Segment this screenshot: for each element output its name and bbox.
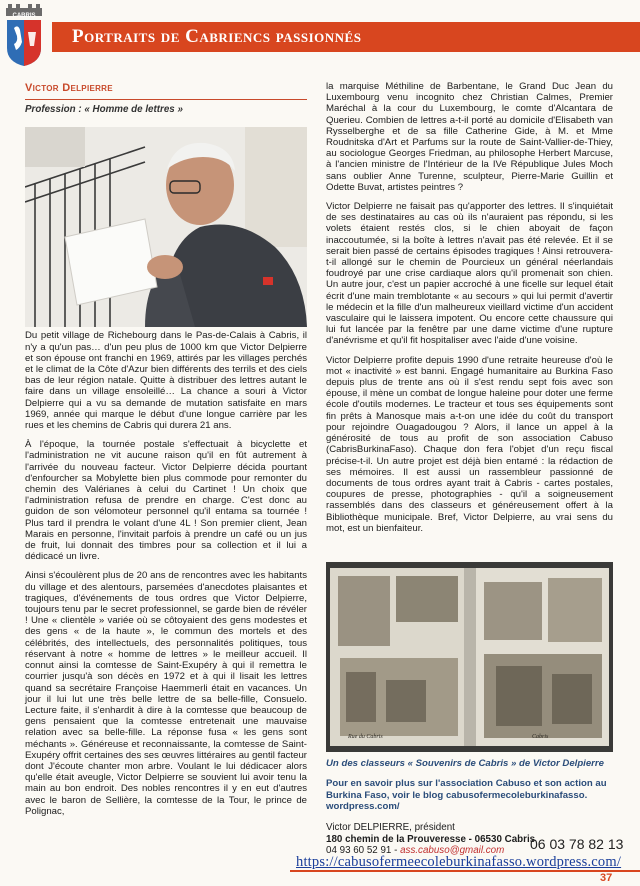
page-number: 37 bbox=[600, 872, 613, 884]
contact-address: 180 chemin de la Prouveresse - 06530 Cabris bbox=[326, 833, 536, 845]
profession: Profession : « Homme de lettres » bbox=[25, 104, 183, 116]
right-paragraphs bbox=[326, 81, 613, 534]
printed-phone: 04 93 60 52 91 - bbox=[326, 845, 398, 857]
left-paragraphs bbox=[25, 330, 307, 817]
postcard-label: Rue du Cabris bbox=[348, 734, 383, 740]
crest-name: CABRIS bbox=[12, 13, 36, 19]
photo-caption: Un des classeurs « Souvenirs de Cabris » de Victor Delpierre bbox=[326, 758, 604, 769]
right-column bbox=[326, 81, 613, 542]
postcard-label: Cabris bbox=[532, 734, 549, 740]
article-paragraph: Victor Delpierre profite depuis 1990 d'une retraite heureuse d'où le mot « inactivité » est banni. Engagé humanitaire au Burkina Faso depuis plus de trente ans où il s'est rendu sept fois avec son épouse, il mène un combat de longue haleine pour doter une ferme école d'outils modernes. Le tracteur et tous ses équipements sont fin prêts à Manosque mais a-t-on une idée du coût du transport pour rejoindre Ouagadougou ? Alors, il lance un appel à la générosité de tous au profit de son association Cabuso (CabrisBurkinaFaso). Chaque don fera l'objet d'un reçu fiscal précise-t-il. Un autre projet est déjà bien entamé : la rédaction de ses mémoires. Il est aussi un rassembleur passionné de documents de tous ordres ayant trait à Cabris - cartes postales, coupures de presse, photographies - qu'il a soigneusement rassemblés dans des classeurs et généreusement offert à la Bibliothèque municipale. Bref, Victor Delpierre, au vrai sens du mot, est un bienfaiteur. bbox=[326, 354, 613, 534]
page-title: Portraits de Cabriencs passionnés bbox=[72, 26, 362, 47]
album-photo bbox=[326, 562, 613, 752]
portrait-photo bbox=[25, 127, 307, 327]
blog-link[interactable]: https://cabusofermeecoleburkinafasso.wordpress.com/ bbox=[296, 854, 622, 870]
cabris-crest-icon bbox=[4, 2, 44, 68]
association-info: Pour en savoir plus sur l'association Cabuso et son action au Burkina Faso, voir le blog cabusofermecoleburkinafasso. wordpress.com/ bbox=[326, 778, 607, 813]
handwritten-phone: 06 03 78 82 13 bbox=[530, 836, 624, 852]
article-paragraph: Du petit village de Richebourg dans le Pas-de-Calais à Cabris, il n'y a qu'un pas… d'un peu plus de 1000 km que Victor Delpierre et son épouse ont franchi en 1969, attirés par les villages perchés et le climat de la Côte d'Azur bien différents des terrils et des ciels bas de leur région natale. Quitte à distribuer des lettres autant le faire dans un village ensoleillé… La chance a souri à Victor Delpierre qui a vu sa demande de mutation satisfaite en mars 1969, année qui marque le début d'une longue carrière par les rues et les chemins de Cabris qui durera 21 ans. bbox=[25, 330, 307, 432]
article-paragraph: la marquise Méthiline de Barbentane, le Grand Duc Jean du Luxembourg venu incognito chez Christian Calmes, Premier Maréchal à la cour du Luxembourg, le comte d'Alcantara de Querieu. Combien de lettres a-t-il porté au domicile d'Elisabeth van Rysselberghe et de sa fille Catherine Gide, à M. et Mme Roudnitska d'Art et Parfums sur la route de Saint-Vallier-de-Thiey, au sociologue Georges Friedman, au philosophe Herbert Marcuse, à l'ancien ministre de l'Intérieur de la IVe République Jules Moch sans oublier Anne Turenne, sculpteur, Pierre-Marie Guillin et Odette Buvat, artistes peintres ? bbox=[326, 81, 613, 193]
article-paragraph: Ainsi s'écoulèrent plus de 20 ans de rencontres avec les habitants du village et des alentours, parsemées d'anecdotes plaisantes et tragiques, d'événements de tous ordres que Victor Delpierre, toujours tenu par le secret professionnel, se garde bien de révéler ! Une « clientèle » variée où se côtoyaient des gens modestes et des gens « de la haute », le commun des mortels et des célébrités, des intellectuels, des personnalités politiques, tous réservant à notre « homme de lettres » le meilleur accueil. Il connut ainsi la comtesse de Saint-Exupéry à qui il remettra le courrier jusqu'à son décès en 1972 et à qui il lisait les lettres quand sa secrétaire Françoise Haemmerli était en vacances. Un jour il lui lut une très belle lettre de sa belle-fille, Consuelo. Lecture faite, il s'enhardit à dire à la comtesse que beaucoup de gens pensaient que la comtesse entretenait une mauvaise relation avec sa belle-fille. La réponse fusa « les gens sont méchants ». Généreuse et reconnaissante, la comtesse de Saint-Exupéry offrit certaines des ses œuvres littéraires au gentil facteur dont J'écoute chanter mon arbre. Voulant le lui dédicacer alors qu'elle était aveugle, Victor Delpierre se souvient lui avoir tenu la main au bon endroit. Des nobles rencontres il y en eut d'autres avec le baron de Sellière, la comtesse de la Tour, le prince de Polignac, bbox=[25, 570, 307, 817]
article-paragraph: À l'époque, la tournée postale s'effectuait à bicyclette et l'administration ne vit aucune raison qu'il en fût autrement à l'arrivée du nouveau facteur. Victor Delpierre décida pourtant d'enfourcher sa Mobylette bien plus commode pour remonter du chemin des Valérianes à celui du Cartinet ! Un choix que l'administration refusa de prendre en charge. C'est donc au guidon de son vélomoteur personnel qu'il entama sa tournée ! Plus tard il prendra le volant d'une 4L ! Son premier client, Jean Marais en personne, l'invitait parfois à prendre un café ou un jus de fruit, lui donnait des timbres pour sa collection et il lui a dédicacé un livre. bbox=[25, 439, 307, 563]
contact-name: Victor DELPIERRE, président bbox=[326, 822, 455, 833]
article-paragraph: Victor Delpierre ne faisait pas qu'apporter des lettres. Il s'inquiétait de ses destinataires au cas où ils n'auraient pas répondu, si les volets étaient restés clos, si le chien aboyait de façon inaccoutumée, si la boîte à lettres n'avait pas été relevée. Et il se serait bien passé de certains épisodes tragiques ! Ainsi retrouvera-t-il allongé sur le chemin de Pourcieux un général néerlandais foudroyé par une crise cardiaque alors qu'il promenait son chien. Un autre jour, c'est un papier accroché à une ficelle sur lequel était écrit d'une main tremblotante « au secours » qui lui permit d'avertir le médecin et la fille d'un malheureux vieillard victime d'un accident vasculaire qui le laissera impotent. Ou encore cette chaussure qui lui fut lancée par la fenêtre par une dame victime d'une rupture d'anévrisme et qu'il fit hospitaliser avec l'aide d'une voisine. bbox=[326, 201, 613, 347]
handwritten-email[interactable]: ass.cabuso@gmail.com bbox=[400, 845, 505, 857]
footer-rule bbox=[290, 870, 640, 872]
author-name: Victor Delpierre bbox=[25, 82, 113, 94]
